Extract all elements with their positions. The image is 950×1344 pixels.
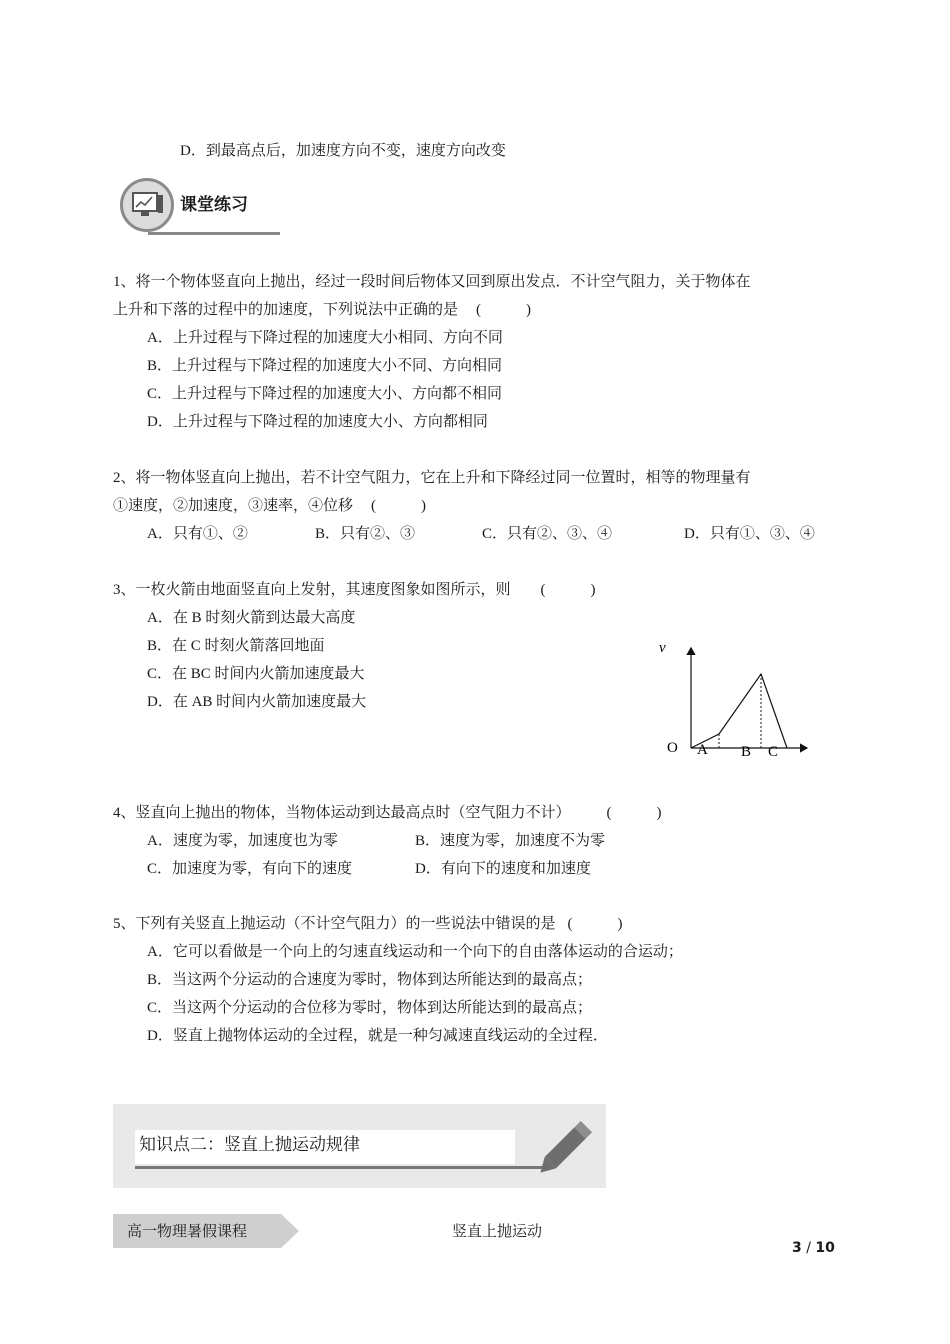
q2-option-d: D．只有①、③、④ — [684, 526, 815, 542]
q3-option-c: C．在 BC 时间内火箭加速度最大 — [147, 666, 365, 682]
velocity-curve — [691, 674, 787, 748]
q4-stem-text: 4、竖直向上抛出的物体，当物体运动到达最高点时（空气阻力不计） — [113, 805, 571, 821]
q3-stem-text: 3、一枚火箭由地面竖直向上发射，其速度图象如图所示，则 — [113, 582, 511, 598]
q2-option-b: B．只有②、③ — [315, 526, 416, 542]
q2-stem-text: ①速度，②加速度，③速率，④位移 — [113, 498, 354, 514]
origin-label: O — [667, 740, 678, 756]
q3-option-b: B．在 C 时刻火箭落回地面 — [147, 638, 325, 654]
q5-option-b: B．当这两个分运动的合速度为零时，物体到达所能达到的最高点； — [147, 972, 593, 988]
q1-answer-blank: ( ) — [476, 302, 532, 318]
pencil-icon — [533, 1110, 603, 1180]
q5-stem-line-1 — [113, 914, 623, 934]
footer-subject: 竖直上抛运动 — [452, 1222, 543, 1240]
q5-option-c: C．当这两个分运动的合位移为零时，物体到达所能达到的最高点； — [147, 1000, 593, 1016]
q4-option-b: B．速度为零，加速度不为零 — [415, 833, 606, 849]
page-current: 3 — [792, 1240, 802, 1256]
course-label: 高一物理暑假课程 — [127, 1222, 248, 1240]
q1-option-c: C．上升过程与下降过程的加速度大小、方向都不相同 — [147, 386, 503, 402]
velocity-time-graph — [655, 632, 825, 772]
page-number: 3 / 10 — [792, 1240, 835, 1256]
knowledge-point-title: 知识点二：竖直上抛运动规律 — [139, 1135, 360, 1155]
q3-option-d: D．在 AB 时间内火箭加速度最大 — [147, 694, 367, 710]
point-a-label: A — [697, 742, 708, 758]
course-tag — [113, 1214, 299, 1248]
point-b-label: B — [741, 744, 752, 760]
q4-option-d: D．有向下的速度和加速度 — [415, 861, 591, 877]
point-c-label: C — [768, 744, 779, 760]
q2-option-c: C．只有②、③、④ — [482, 526, 613, 542]
q2-option-a: A．只有①、② — [147, 526, 248, 542]
practice-section-header — [118, 176, 288, 238]
q1-option-a: A．上升过程与下降过程的加速度大小相同、方向不同 — [147, 330, 503, 346]
q5-answer-blank: ( ) — [567, 916, 623, 932]
q2-stem-line-1: 2、将一物体竖直向上抛出，若不计空气阻力，它在上升和下降经过同一位置时，相等的物理量有 — [113, 470, 751, 486]
q5-stem-text: 5、下列有关竖直上抛运动（不计空气阻力）的一些说法中错误的是 — [113, 916, 556, 932]
q4-option-a: A．速度为零，加速度也为零 — [147, 833, 338, 849]
q1-option-d: D．上升过程与下降过程的加速度大小、方向都相同 — [147, 414, 488, 430]
q1-stem-line-2 — [113, 300, 531, 320]
q2-answer-blank: ( ) — [371, 498, 427, 514]
q1-stem-text: 上升和下落的过程中的加速度，下列说法中正确的是 — [113, 302, 459, 318]
q4-stem-line-1 — [113, 803, 662, 823]
q4-answer-blank: ( ) — [606, 805, 662, 821]
q2-stem-line-2 — [113, 496, 426, 516]
knowledge-point-banner — [113, 1104, 606, 1188]
q3-stem-line-1 — [113, 580, 596, 600]
q4-option-c: C．加速度为零，有向下的速度 — [147, 861, 353, 877]
v-axis-label: v — [659, 640, 666, 656]
q3-option-a: A．在 B 时刻火箭到达最大高度 — [147, 610, 356, 626]
q5-option-d: D．竖直上抛物体运动的全过程，就是一种匀减速直线运动的全过程． — [147, 1028, 608, 1044]
banner-rule — [135, 1166, 545, 1169]
q1-stem-line-1: 1、将一个物体竖直向上抛出，经过一段时间后物体又回到原出发点．不计空气阻力，关于物体在 — [113, 274, 751, 290]
monitor-chart-icon — [120, 178, 174, 232]
practice-section-title: 课堂练习 — [180, 195, 248, 215]
q3-answer-blank: ( ) — [540, 582, 596, 598]
q5-option-a: A．它可以看做是一个向上的匀速直线运动和一个向下的自由落体运动的合运动； — [147, 944, 683, 960]
page-total: 10 — [815, 1240, 835, 1256]
section-divider — [148, 232, 280, 235]
prev-option-d: D．到最高点后，加速度方向不变，速度方向改变 — [180, 143, 506, 159]
q1-option-b: B．上升过程与下降过程的加速度大小不同、方向相同 — [147, 358, 503, 374]
